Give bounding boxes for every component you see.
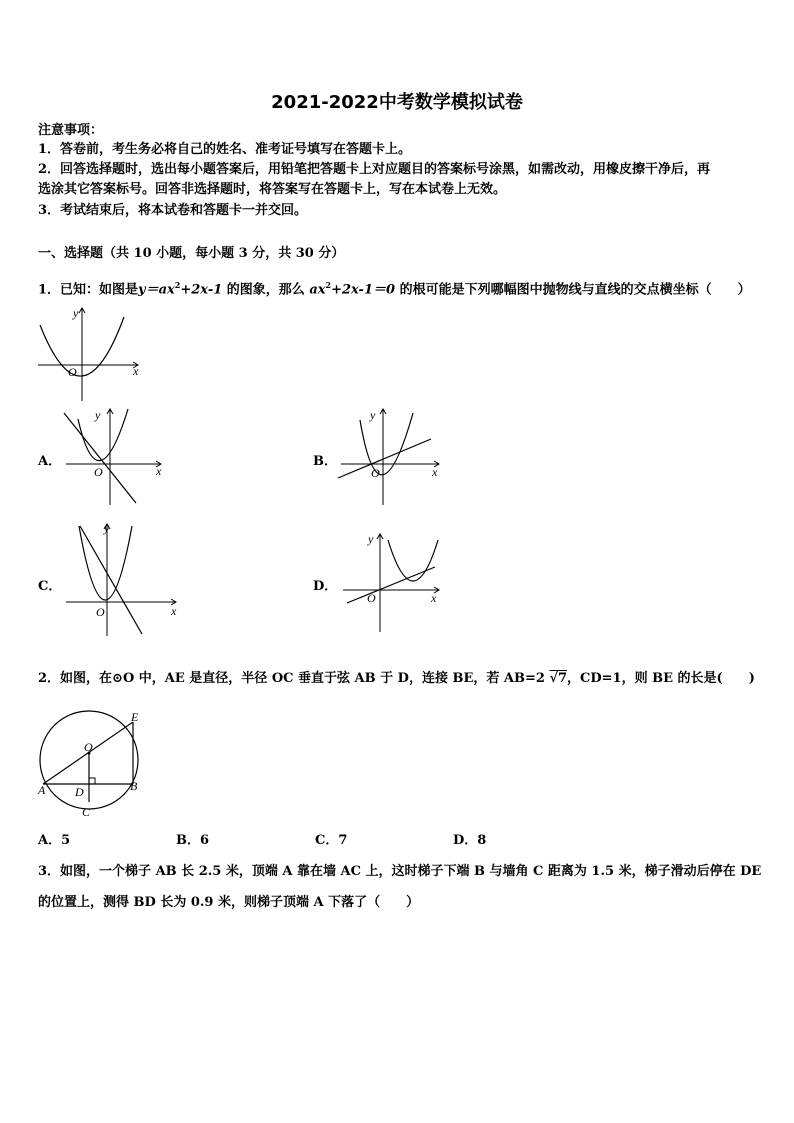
- x-axis-label: x: [156, 464, 162, 478]
- line: [80, 526, 142, 634]
- q1-option-a[interactable]: A．: [38, 454, 62, 469]
- notice-item-1: 1．答卷前，考生务必将自己的姓名、准考证号填写在答题卡上。: [38, 142, 412, 157]
- q1-option-c[interactable]: C．: [38, 579, 62, 594]
- q2-option-a[interactable]: A．5: [38, 833, 71, 848]
- q1-main-graph: [30, 303, 150, 403]
- origin-label: O: [94, 465, 103, 479]
- q1-option-b-graph: [333, 405, 448, 510]
- q1-eq1: y＝ax: [138, 282, 175, 298]
- q2-circle-figure: [30, 706, 155, 821]
- q2-option-d[interactable]: D．8: [453, 833, 487, 848]
- page-title: 2021-2022中考数学模拟试卷: [271, 92, 523, 113]
- q1-mid: 的图象，那么: [222, 282, 310, 298]
- parabola: [388, 540, 438, 581]
- y-axis-label: y: [368, 532, 374, 546]
- q1-option-b[interactable]: B．: [313, 454, 337, 469]
- q2-option-c[interactable]: C．7: [315, 833, 348, 848]
- x-axis-label: x: [171, 604, 177, 618]
- label-c: C: [82, 805, 91, 819]
- y-axis-label: y: [104, 521, 110, 535]
- x-axis-label: x: [432, 465, 438, 479]
- y-axis-label: y: [370, 408, 376, 422]
- q1-eq1-rest: +2x-1: [180, 282, 223, 298]
- q2-radical: √7: [549, 671, 568, 686]
- x-axis-label: x: [431, 591, 437, 605]
- label-e: E: [131, 710, 139, 724]
- q1-eq2-exp: 2: [325, 280, 332, 290]
- y-axis-label: y: [95, 408, 101, 422]
- label-d: D: [75, 785, 84, 799]
- notice-item-2: 2．回答选择题时，选出每小题答案后，用铅笔把答题卡上对应题目的答案标号涂黑，如需改动，用橡皮擦干净后，再: [38, 162, 711, 177]
- y-axis-label: y: [73, 306, 79, 320]
- notice-heading: 注意事项：: [38, 123, 104, 138]
- origin-label: O: [371, 466, 380, 480]
- q1-prefix: 1．已知：如图是: [38, 282, 139, 298]
- q1-eq1-exp: 2: [174, 280, 181, 290]
- q1-option-d-graph: [335, 530, 447, 635]
- origin-label: O: [96, 605, 105, 619]
- line: [347, 567, 435, 603]
- q1-option-c-graph: [58, 520, 183, 638]
- label-a: A: [38, 783, 46, 797]
- question-3-line-2: 的位置上，测得 BD 长为 0.9 米，则梯子顶端 A 下落了（ ）: [38, 895, 420, 910]
- q2-text-a: 2．如图，在⊙O 中，AE 是直径，半径 OC 垂直于弦 AB 于 D，连接 BE，若 AB=2: [38, 671, 545, 686]
- q1-option-d[interactable]: D．: [313, 579, 338, 594]
- question-2-stem: [38, 669, 755, 689]
- line: [64, 413, 136, 503]
- x-axis-label: x: [133, 364, 139, 378]
- q1-eq2-rest: +2x-1＝0: [331, 282, 396, 298]
- section-heading: 一、选择题（共 10 小题，每小题 3 分，共 30 分）: [38, 246, 345, 261]
- origin-label: O: [367, 591, 376, 605]
- right-angle-mark: [89, 778, 95, 784]
- q1-suffix: 的根可能是下列哪幅图中抛物线与直线的交点横坐标（ ）: [395, 282, 751, 298]
- q2-text-b: ，CD=1，则 BE 的长是( ): [567, 671, 755, 686]
- line: [338, 439, 431, 478]
- q2-option-b[interactable]: B．6: [176, 833, 210, 848]
- label-o: O: [84, 740, 93, 754]
- q1-option-a-graph: [58, 405, 168, 510]
- question-1-stem: [38, 275, 751, 300]
- origin-label: O: [68, 365, 77, 379]
- question-3-line-1: 3．如图，一个梯子 AB 长 2.5 米，顶端 A 靠在墙 AC 上，这时梯子下端 B 与墙角 C 距离为 1.5 米，梯子滑动后停在 DE: [38, 864, 762, 879]
- q1-eq2: ax: [309, 282, 326, 298]
- notice-item-2-cont: 选涂其它答案标号。回答非选择题时，将答案写在答题卡上，写在本试卷上无效。: [38, 182, 507, 197]
- label-b: B: [130, 779, 138, 793]
- notice-item-3: 3．考试结束后，将本试卷和答题卡一并交回。: [38, 203, 308, 218]
- parabola: [78, 409, 128, 461]
